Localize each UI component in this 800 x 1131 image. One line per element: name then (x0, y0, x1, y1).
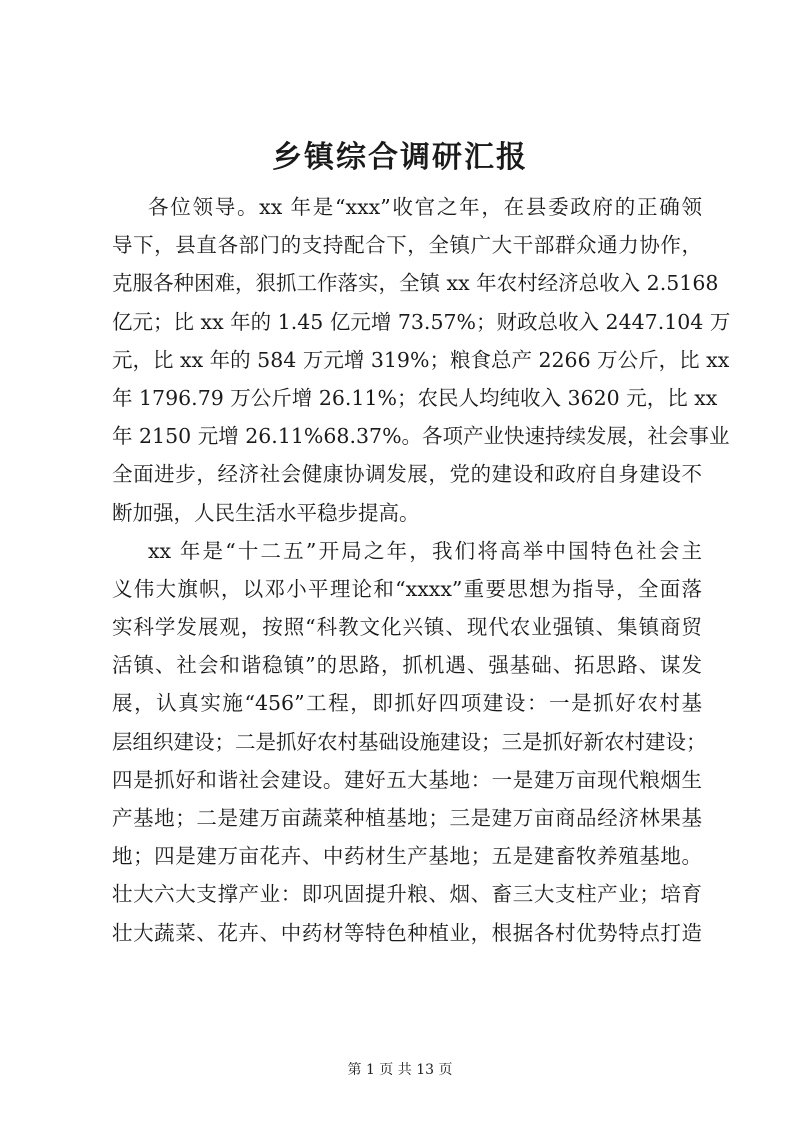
document-body (112, 188, 731, 952)
paragraph-line: 四是抓好和谐社会建设。建好五大基地：一是建万亩现代粮烟生 (112, 767, 702, 792)
paragraph-line: 年 1796.79 万公斤增 26.11%；农民人均纯收入 3620 元，比 xx (112, 385, 718, 410)
paragraph-line: 展，认真实施“456”工程，即抓好四项建设：一是抓好农村基 (112, 691, 702, 716)
paragraph-line: 亿元；比 xx 年的 1.45 亿元增 73.57%；财政总收入 2447.104 万 (112, 309, 731, 334)
paragraph-line: 活镇、社会和谐稳镇”的思路，抓机遇、强基础、拓思路、谋发 (112, 653, 702, 678)
paragraph-line: xx 年是“十二五”开局之年，我们将高举中国特色社会主 (148, 538, 702, 563)
paragraph-line: 各位领导。xx 年是“xxx”收官之年，在县委政府的正确领 (148, 195, 702, 219)
document-title: 乡镇综合调研汇报 (272, 140, 528, 175)
paragraph-line: 克服各种困难，狠抓工作落实，全镇 xx 年农村经济总收入 2.5168 (112, 271, 719, 296)
paragraph-line: 地；四是建万亩花卉、中药材生产基地；五是建畜牧养殖基地。 (112, 844, 702, 869)
paragraph-line: 全面进步，经济社会健康协调发展，党的建设和政府自身建设不 (112, 462, 702, 487)
paragraph-line: 导下，县直各部门的支持配合下，全镇广大干部群众通力协作， (112, 233, 702, 258)
paragraph-line: 壮大六大支撑产业：即巩固提升粮、烟、畜三大支柱产业；培育 (112, 882, 702, 907)
paragraph-line: 产基地；二是建万亩蔬菜种植基地；三是建万亩商品经济林果基 (112, 806, 702, 830)
paragraph-line: 层组织建设；二是抓好农村基础设施建设；三是抓好新农村建设； (112, 729, 707, 754)
paragraph-line: 年 2150 元增 26.11%68.37%。各项产业快速持续发展，社会事业 (112, 424, 730, 449)
paragraph-line: 实科学发展观，按照“科教文化兴镇、现代农业强镇、集镇商贸 (112, 615, 702, 640)
paragraph-line: 壮大蔬菜、花卉、中药材等特色种植业，根据各村优势特点打造 (112, 920, 702, 945)
paragraph-line: 义伟大旗帜，以邓小平理论和“xxxx”重要思想为指导，全面落 (112, 576, 702, 601)
page-footer: 第 1 页 共 13 页 (347, 1062, 453, 1078)
paragraph-line: 元，比 xx 年的 584 万元增 319%；粮食总产 2266 万公斤，比 xx (112, 347, 730, 372)
paragraph-line: 断加强，人民生活水平稳步提高。 (112, 500, 420, 525)
